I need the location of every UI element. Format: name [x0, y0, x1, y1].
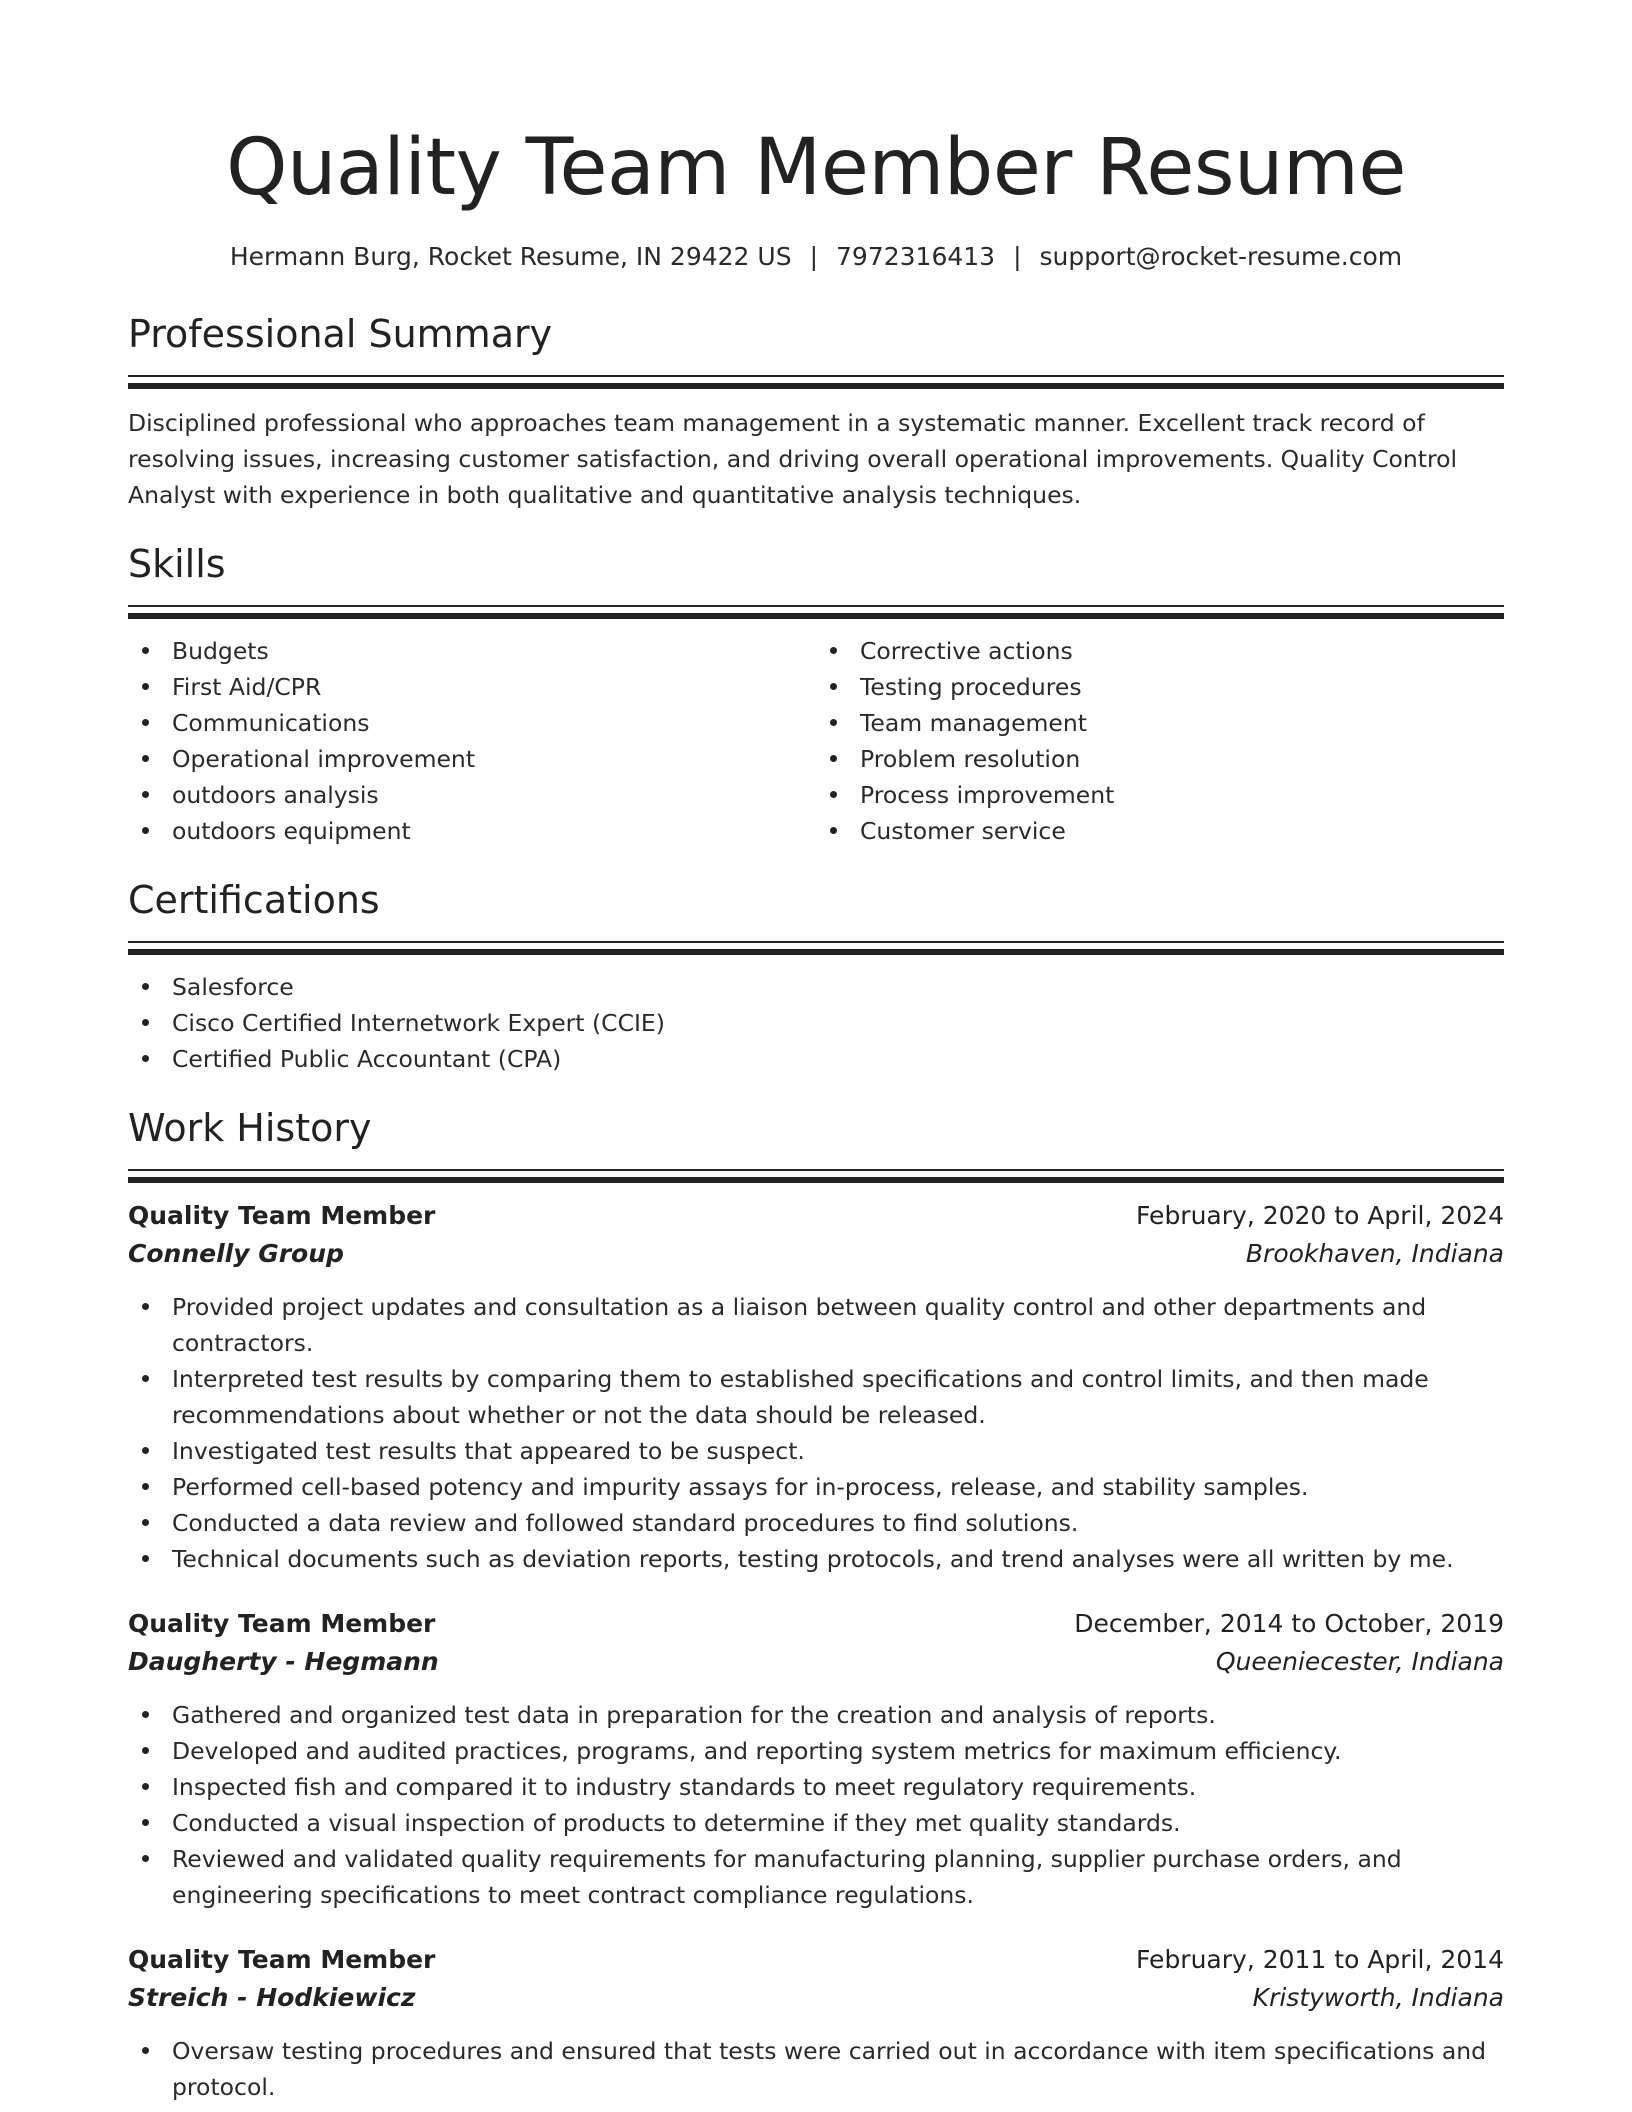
certifications-section — [128, 875, 1504, 1077]
skill-item: First Aid/CPR — [128, 669, 816, 705]
job-company: Connelly Group — [128, 1239, 344, 1268]
skill-item: Communications — [128, 705, 816, 741]
job-bullet: Developed and audited practices, programs, and reporting system metrics for maximum efficiency. — [128, 1733, 1504, 1769]
job-subheader — [128, 1235, 1504, 1273]
skill-item: Testing procedures — [816, 669, 1504, 705]
job-bullet: Gathered and organized test data in preparation for the creation and analysis of reports. — [128, 1697, 1504, 1733]
section-rule — [128, 1169, 1504, 1185]
job-bullet: Conducted a visual inspection of products to determine if they met quality standards. — [128, 1805, 1504, 1841]
skill-item: Problem resolution — [816, 741, 1504, 777]
job-bullet: Provided project updates and consultation as a liaison between quality control and other departments and contractors. — [128, 1289, 1504, 1361]
job-bullets — [128, 1697, 1504, 1913]
resume-title: Quality Team Member Resume — [226, 123, 1406, 213]
job-location: Queeniecester, Indiana — [1215, 1647, 1504, 1676]
job-bullet: Inspected fish and compared it to industry standards to meet regulatory requirements. — [128, 1769, 1504, 1805]
certifications-list — [128, 969, 1504, 1077]
skill-item: outdoors equipment — [128, 813, 816, 849]
certification-item: Salesforce — [128, 969, 1504, 1005]
skill-item: Corrective actions — [816, 633, 1504, 669]
job-title: Quality Team Member — [128, 1609, 436, 1638]
job-bullet: Performed cell-based potency and impurity assays for in-process, release, and stability samples. — [128, 1469, 1504, 1505]
job-header — [128, 1197, 1504, 1235]
certification-item: Cisco Certified Internetwork Expert (CCIE) — [128, 1005, 1504, 1041]
contact-line — [128, 240, 1504, 274]
job-entry — [128, 1605, 1504, 1913]
job-dates: February, 2020 to April, 2024 — [1136, 1201, 1504, 1230]
job-bullet: Technical documents such as deviation reports, testing protocols, and trend analyses were all written by me. — [128, 1541, 1504, 1577]
skill-item: outdoors analysis — [128, 777, 816, 813]
contact-separator: | — [1013, 242, 1022, 271]
job-entry — [128, 1197, 1504, 1577]
work-history-section — [128, 1103, 1504, 2105]
job-bullet: Interpreted test results by comparing them to established specifications and control limits, and then made recommendations about whether or not the data should be released. — [128, 1361, 1504, 1433]
job-bullet: Conducted a data review and followed standard procedures to find solutions. — [128, 1505, 1504, 1541]
job-header — [128, 1605, 1504, 1643]
contact-address: Hermann Burg, Rocket Resume, IN 29422 US — [229, 242, 792, 271]
skills-section — [128, 539, 1504, 849]
job-company: Streich - Hodkiewicz — [128, 1983, 416, 2012]
job-title: Quality Team Member — [128, 1945, 436, 1974]
section-heading-skills: Skills — [128, 542, 226, 586]
skills-list-left — [128, 633, 816, 849]
job-title: Quality Team Member — [128, 1201, 436, 1230]
job-company: Daugherty - Hegmann — [128, 1647, 439, 1676]
contact-separator: | — [809, 242, 819, 271]
skill-item: Budgets — [128, 633, 816, 669]
job-bullet: Investigated test results that appeared to be suspect. — [128, 1433, 1504, 1469]
contact-phone: 7972316413 — [836, 242, 996, 271]
job-bullet: Reviewed and validated quality requirements for manufacturing planning, supplier purchase orders, and engineering specifications to meet contract compliance regulations. — [128, 1841, 1504, 1913]
resume-page — [128, 0, 1504, 2105]
summary-section — [128, 309, 1504, 513]
skill-item: Process improvement — [816, 777, 1504, 813]
job-header — [128, 1941, 1504, 1979]
job-bullet: Oversaw testing procedures and ensured that tests were carried out in accordance with item specifications and protocol. — [128, 2033, 1504, 2105]
skill-item: Operational improvement — [128, 741, 816, 777]
section-rule — [128, 941, 1504, 957]
skill-item: Customer service — [816, 813, 1504, 849]
job-dates: December, 2014 to October, 2019 — [1074, 1609, 1504, 1638]
job-dates: February, 2011 to April, 2014 — [1136, 1945, 1504, 1974]
section-heading-certifications: Certifications — [128, 878, 380, 922]
job-bullets — [128, 1289, 1504, 1577]
section-heading-summary: Professional Summary — [128, 312, 553, 356]
summary-text: Disciplined professional who approaches team management in a systematic manner. Excellent track record of resolving issues, increasing customer satisfaction, and driving overall operational improvements. Quality Control Analyst with experience in both qualitative and quantitative analysis techniques. — [128, 409, 1458, 509]
section-rule — [128, 375, 1504, 391]
section-rule — [128, 605, 1504, 621]
job-location: Kristyworth, Indiana — [1252, 1983, 1504, 2012]
skills-columns — [128, 633, 1504, 849]
job-location: Brookhaven, Indiana — [1245, 1239, 1504, 1268]
job-subheader — [128, 1643, 1504, 1681]
job-entry — [128, 1941, 1504, 2105]
section-heading-work-history: Work History — [128, 1106, 372, 1150]
certification-item: Certified Public Accountant (CPA) — [128, 1041, 1504, 1077]
job-bullets — [128, 2033, 1504, 2105]
skills-list-right — [816, 633, 1504, 849]
contact-email: support@rocket-resume.com — [1039, 242, 1403, 271]
job-subheader — [128, 1979, 1504, 2017]
skill-item: Team management — [816, 705, 1504, 741]
